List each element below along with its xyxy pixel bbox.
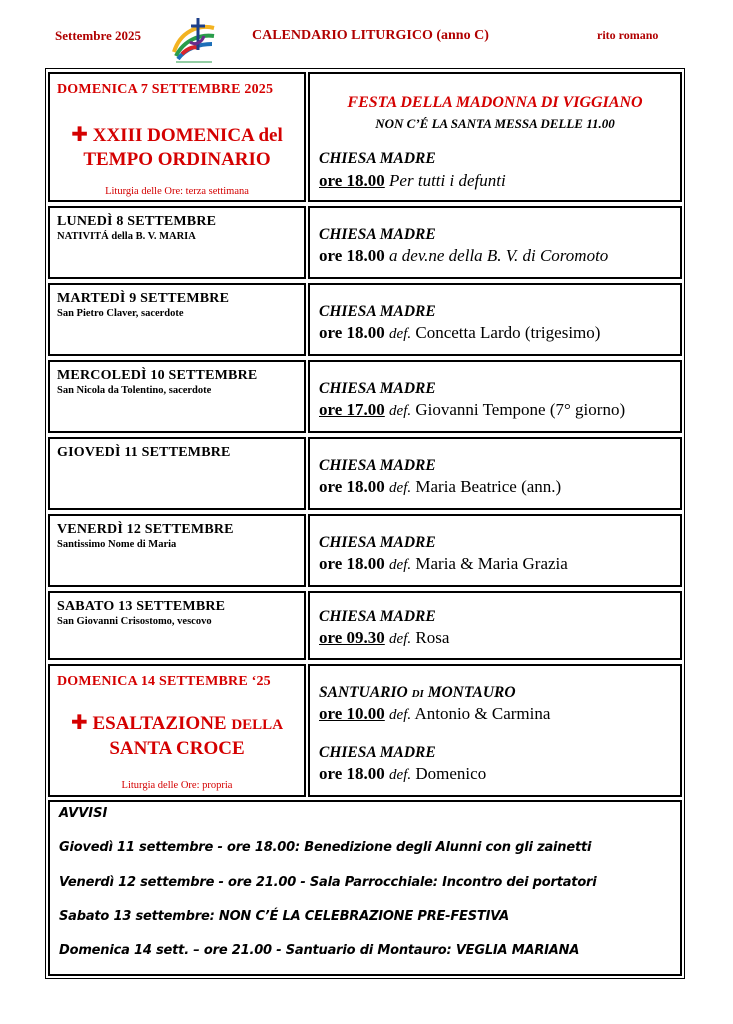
church-name: CHIESA MADRE [319, 380, 436, 397]
notice-line: Sabato 13 settembre: NON C’É LA CELEBRAZIONE PRE-FESTIVA [59, 909, 510, 924]
mass-line: ore 18.00 def. Domenico [319, 764, 487, 783]
liturgy-hours: Liturgia delle Ore: propria [121, 780, 233, 791]
feast-title: ✚ XXIII DOMENICA del TEMPO ORDINARIO [71, 122, 283, 170]
day-cell-wednesday-10 [48, 360, 306, 433]
mass-line-sanctuary: ore 10.00 def. Antonio & Carmina [319, 704, 551, 723]
day-cell-friday-12 [48, 514, 306, 587]
day-title: MERCOLEDÌ 10 SETTEMBRE [57, 368, 258, 383]
mass-line: ore 18.00 Per tutti i defunti [319, 171, 506, 190]
notice-line: Giovedì 11 settembre - ore 18.00: Benedizione degli Alunni con gli zainetti [59, 840, 592, 855]
mass-cell-friday-12 [308, 514, 682, 587]
saint-of-day: NATIVITÁ della B. V. MARIA [57, 231, 196, 242]
church-name: CHIESA MADRE [319, 226, 436, 243]
saint-of-day: San Pietro Claver, sacerdote [57, 308, 184, 319]
church-name: CHIESA MADRE [319, 744, 436, 761]
notices-title: AVVISI [59, 806, 108, 821]
day-cell-tuesday-9 [48, 283, 306, 356]
right-note: NON C’É LA SANTA MESSA DELLE 11.00 [375, 116, 615, 131]
mass-cell-sunday-14 [308, 664, 682, 797]
church-name: CHIESA MADRE [319, 608, 436, 625]
header-rite: rito romano [597, 28, 659, 42]
right-feast-title: FESTA DELLA MADONNA DI VIGGIANO [347, 94, 643, 111]
mass-cell-tuesday-9 [308, 283, 682, 356]
mass-cell-saturday-13 [308, 591, 682, 660]
day-title: MARTEDÌ 9 SETTEMBRE [57, 291, 230, 306]
day-title: VENERDÌ 12 SETTEMBRE [57, 522, 234, 537]
church-name: CHIESA MADRE [319, 150, 436, 167]
day-title: SABATO 13 SETTEMBRE [57, 599, 226, 614]
saint-of-day: San Nicola da Tolentino, sacerdote [57, 385, 212, 396]
feast-title: ✚ ESALTAZIONE DELLA SANTA CROCE [70, 710, 284, 759]
day-title: DOMENICA 7 SETTEMBRE 2025 [57, 82, 274, 97]
saint-of-day: Santissimo Nome di Maria [57, 539, 177, 550]
mass-line: ore 17.00 def. Giovanni Tempone (7° giorno) [319, 400, 626, 419]
red-cross-icon: ✚ [70, 710, 88, 734]
mass-line: ore 18.00 def. Maria Beatrice (ann.) [319, 477, 562, 496]
notice-line: Venerdì 12 settembre - ore 21.00 - Sala Parrocchiale: Incontro dei portatori [59, 875, 597, 890]
jubilee-logo-icon [168, 12, 220, 64]
liturgy-hours: Liturgia delle Ore: terza settimana [105, 186, 249, 197]
day-cell-saturday-13 [48, 591, 306, 660]
day-title: LUNEDÌ 8 SETTEMBRE [57, 214, 217, 229]
mass-line: ore 18.00 def. Concetta Lardo (trigesimo) [319, 323, 601, 342]
header-title: CALENDARIO LITURGICO (anno C) [252, 28, 489, 43]
notice-line: Domenica 14 sett. – ore 21.00 - Santuario di Montauro: VEGLIA MARIANA [59, 943, 580, 958]
mass-cell-wednesday-10 [308, 360, 682, 433]
church-name: CHIESA MADRE [319, 457, 436, 474]
day-title: DOMENICA 14 SETTEMBRE ‘25 [57, 674, 271, 689]
day-cell-sunday-14 [48, 664, 306, 797]
saint-of-day: San Giovanni Crisostomo, vescovo [57, 616, 212, 627]
mass-line: ore 18.00 a dev.ne della B. V. di Coromoto [319, 246, 609, 265]
mass-cell-thursday-11 [308, 437, 682, 510]
day-title: GIOVEDÌ 11 SETTEMBRE [57, 445, 231, 460]
notices-box [48, 800, 682, 976]
church-name-sanctuary: SANTUARIO DI MONTAURO [319, 684, 516, 701]
mass-line: ore 09.30 def. Rosa [319, 628, 450, 647]
mass-cell-monday-8 [308, 206, 682, 279]
header-month: Settembre 2025 [55, 28, 142, 43]
red-cross-icon: ✚ [71, 122, 88, 146]
day-cell-thursday-11 [48, 437, 306, 510]
mass-line: ore 18.00 def. Maria & Maria Grazia [319, 554, 568, 573]
day-cell-sunday-7 [48, 72, 306, 202]
day-cell-monday-8 [48, 206, 306, 279]
church-name: CHIESA MADRE [319, 534, 436, 551]
mass-cell-sunday-7 [308, 72, 682, 202]
church-name: CHIESA MADRE [319, 303, 436, 320]
